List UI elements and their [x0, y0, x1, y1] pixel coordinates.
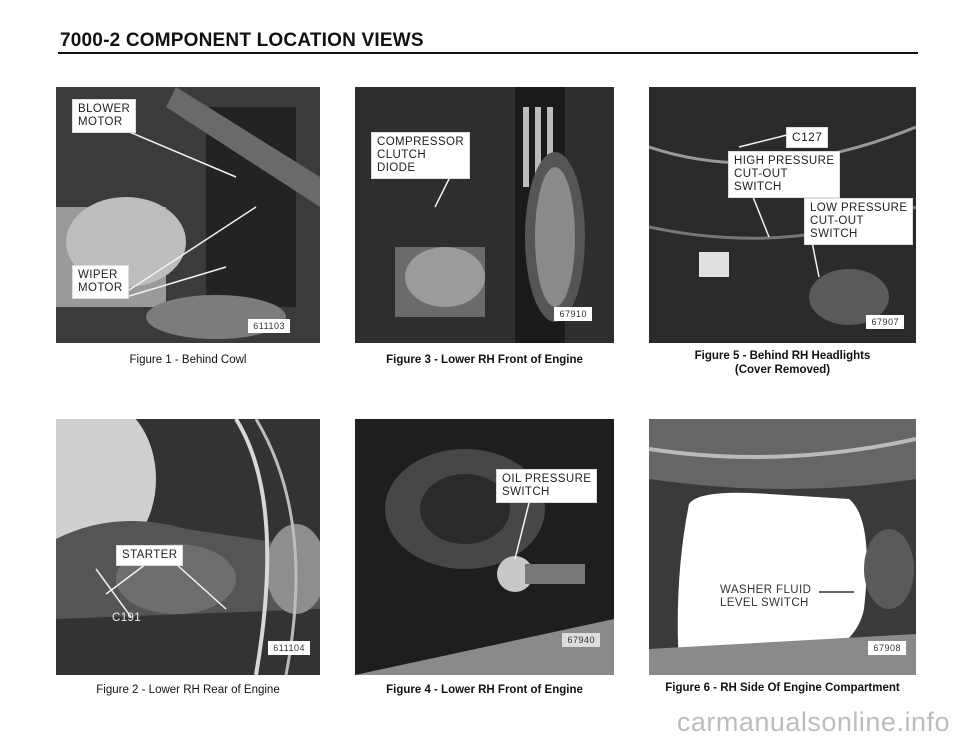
photo-number: 67907	[866, 315, 904, 329]
figure-4-caption: Figure 4 - Lower RH Front of Engine	[386, 684, 583, 696]
figure-5-photo	[649, 87, 916, 343]
figure-6-image	[649, 419, 916, 675]
figure-5-caption: Figure 5 - Behind RH Headlights (Cover Removed)	[694, 350, 871, 376]
watermark: carmanualsonline.info	[676, 707, 950, 737]
label-low-pressure-cut-out-switch: LOW PRESSURE CUT-OUT SWITCH	[804, 198, 913, 245]
figure-3-photo	[355, 87, 614, 343]
label-high-pressure-cut-out-switch: HIGH PRESSURE CUT-OUT SWITCH	[728, 151, 840, 198]
label-starter: STARTER	[116, 545, 183, 566]
photo-number: 611103	[248, 319, 290, 333]
label-c191: C191	[112, 612, 142, 624]
label-washer-fluid-level-switch: WASHER FLUID LEVEL SWITCH	[720, 584, 812, 609]
figure-6-photo	[649, 419, 916, 675]
label-c127: C127	[786, 127, 828, 148]
figure-2-photo	[56, 419, 320, 675]
page-title: 7000-2 COMPONENT LOCATION VIEWS	[60, 30, 424, 51]
photo-number: 67910	[554, 307, 592, 321]
figure-6-caption: Figure 6 - RH Side Of Engine Compartment	[665, 682, 900, 694]
photo-number: 67908	[868, 641, 906, 655]
label-oil-pressure-switch: OIL PRESSURE SWITCH	[496, 469, 597, 503]
figure-3-image	[355, 87, 614, 343]
figure-1-caption: Figure 1 - Behind Cowl	[129, 354, 247, 366]
photo-number: 67940	[562, 633, 600, 647]
figure-2-caption: Figure 2 - Lower RH Rear of Engine	[96, 684, 280, 696]
photo-number: 611104	[268, 641, 310, 655]
figure-1-photo	[56, 87, 320, 343]
header-rule	[58, 52, 918, 54]
label-wiper-motor: WIPER MOTOR	[72, 265, 129, 299]
label-blower-motor: BLOWER MOTOR	[72, 99, 136, 133]
figure-4-photo	[355, 419, 614, 675]
label-compressor-clutch-diode: COMPRESSOR CLUTCH DIODE	[371, 132, 470, 179]
figure-2-image	[56, 419, 320, 675]
figure-3-caption: Figure 3 - Lower RH Front of Engine	[386, 354, 583, 366]
